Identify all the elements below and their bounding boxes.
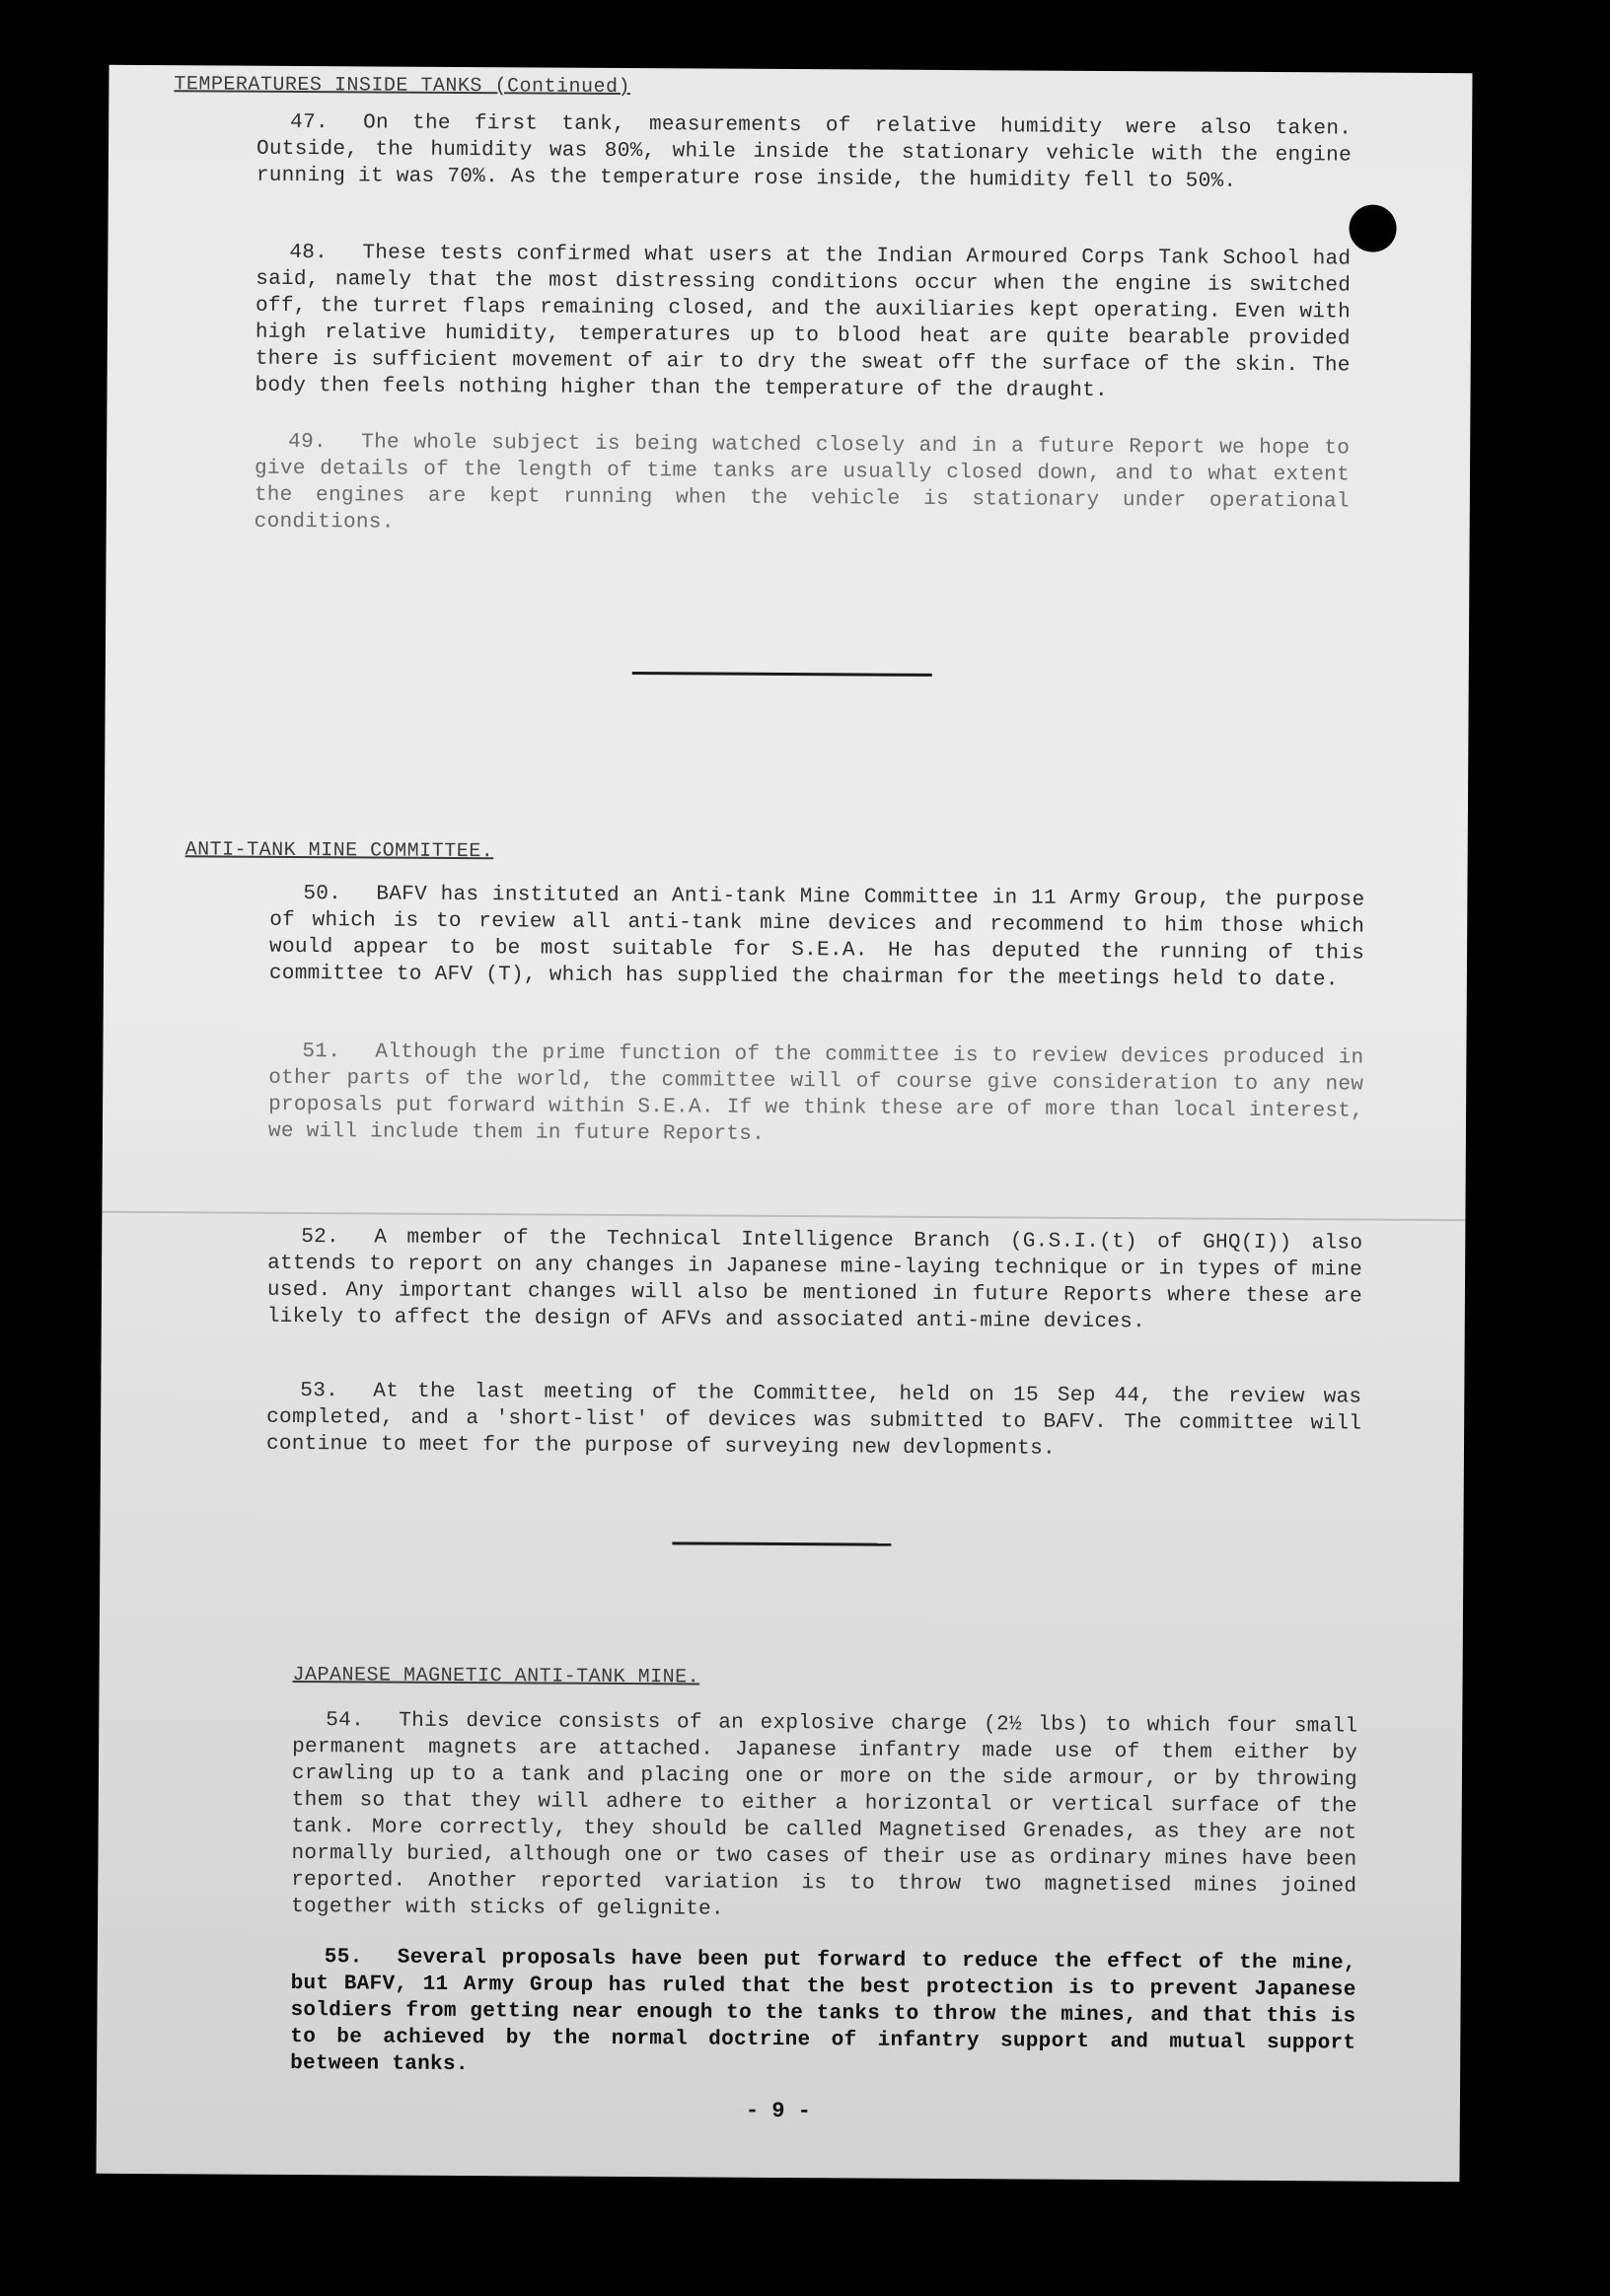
paragraph-number: 49. xyxy=(288,430,327,455)
paragraph-number: 47. xyxy=(290,110,329,135)
document-page xyxy=(96,65,1472,2182)
paragraph-number: 55. xyxy=(324,1946,363,1970)
paragraph-53 xyxy=(266,1378,1361,1465)
paragraph-text: Several proposals have been put forward to reduce the effect of the mine, but BAFV, 11 Army Group has ruled that the best protection is to prevent Japanese soldiers from getting near enough to the tanks to throw the mines, and that this is to be achieved by the normal doctrine of infantry support and mutual support between tanks. xyxy=(290,1946,1356,2077)
paragraph-50 xyxy=(269,881,1365,994)
paragraph-48 xyxy=(255,240,1351,406)
paragraph-54 xyxy=(291,1707,1357,1927)
page-number: - 9 - xyxy=(745,2098,811,2124)
paragraph-text: On the first tank, measurements of relative humidity were also taken. Outside, the humidity was 80%, while inside the stationary vehicle with the engine running it was 70%. As the temperature rose inside, the humidity fell to 50%. xyxy=(256,111,1353,193)
section-heading-temperatures: TEMPERATURES INSIDE TANKS (Continued) xyxy=(174,73,631,100)
punch-hole xyxy=(1349,204,1396,251)
paragraph-number: 53. xyxy=(300,1380,339,1403)
paragraph-number: 48. xyxy=(289,241,329,265)
fold-line xyxy=(102,1211,1465,1221)
section-heading-anti-tank-mine-committee: ANTI-TANK MINE COMMITTEE. xyxy=(184,838,494,864)
paragraph-number: 52. xyxy=(301,1226,340,1250)
section-divider xyxy=(632,672,932,677)
paragraph-text: BAFV has instituted an Anti-tank Mine Committee in 11 Army Group, the purpose of which is to review all anti-tank mine devices and recommend to him those which would appear to be most suitable for S.E.A. He has deputed the running of this committee to AFV (T), which has supplied the chairman for the meetings held to date. xyxy=(268,883,1365,992)
paragraph-51 xyxy=(268,1039,1364,1152)
paragraph-text: This device consists of an explosive charge (2½ lbs) to which four small permanent magnets are attached. Japanese infantry made use of them either by crawling up to a tank and placing one or more on the side armour, or by throwing them so that they will adhere to either a horizontal or vertical surface of the tank. More correctly, they should be called Magnetised Grenades, as they are not normally buried, although one or two cases of their use as ordinary mines have been reported. Another reported variation is to throw two magnetised mines joined together with sticks of gelignite. xyxy=(291,1709,1358,1921)
paragraph-text: At the last meeting of the Committee, held on 15 Sep 44, the review was completed, and a 'short-list' of devices was submitted to BAFV. The committee will continue to meet for the purpose of surveying new devlopments. xyxy=(265,1380,1362,1461)
paragraph-text: A member of the Technical Intelligence Branch (G.S.I.(t) of GHQ(I)) also attends to report on any changes in Japanese mine-laying technique or in types of mine used. Any important changes will also be mentioned in future Reports where these are likely to affect the design of AFVs and associated anti-mine devices. xyxy=(266,1226,1363,1334)
paragraph-47 xyxy=(256,109,1352,196)
paragraph-number: 51. xyxy=(302,1040,341,1064)
paragraph-number: 50. xyxy=(303,883,342,906)
paragraph-number: 54. xyxy=(326,1709,365,1733)
paragraph-text: These tests confirmed what users at the Indian Armoured Corps Tank School had said, namely that the most distressing conditions occur when the engine is switched off, the turret flaps remaining closed, and the auxiliaries kept operating. Even with high relative humidity, temperatures up to blood heat are quite bearable provided there is sufficient movement of air to dry the sweat off the surface of the skin. The body then feels nothing higher than the temperature of the draught. xyxy=(255,242,1352,402)
paragraph-49 xyxy=(255,429,1351,542)
section-divider xyxy=(672,1542,891,1545)
paragraph-55 xyxy=(290,1944,1356,2084)
paragraph-52 xyxy=(267,1224,1363,1337)
section-heading-japanese-magnetic-mine: JAPANESE MAGNETIC ANTI-TANK MINE. xyxy=(292,1663,700,1689)
paragraph-text: The whole subject is being watched closely and in a future Report we hope to give details of the length of time tanks are usually closed down, and to what extent the engines are kept running when the vehicle is stationary under operational conditions. xyxy=(254,431,1351,535)
paragraph-text: Although the prime function of the committee is to review devices produced in other parts of the world, the committee will of course give consideration to any new proposals put forward within S.E.A. If we think these are of more than local interest, we will include them in future Reports. xyxy=(267,1040,1364,1146)
